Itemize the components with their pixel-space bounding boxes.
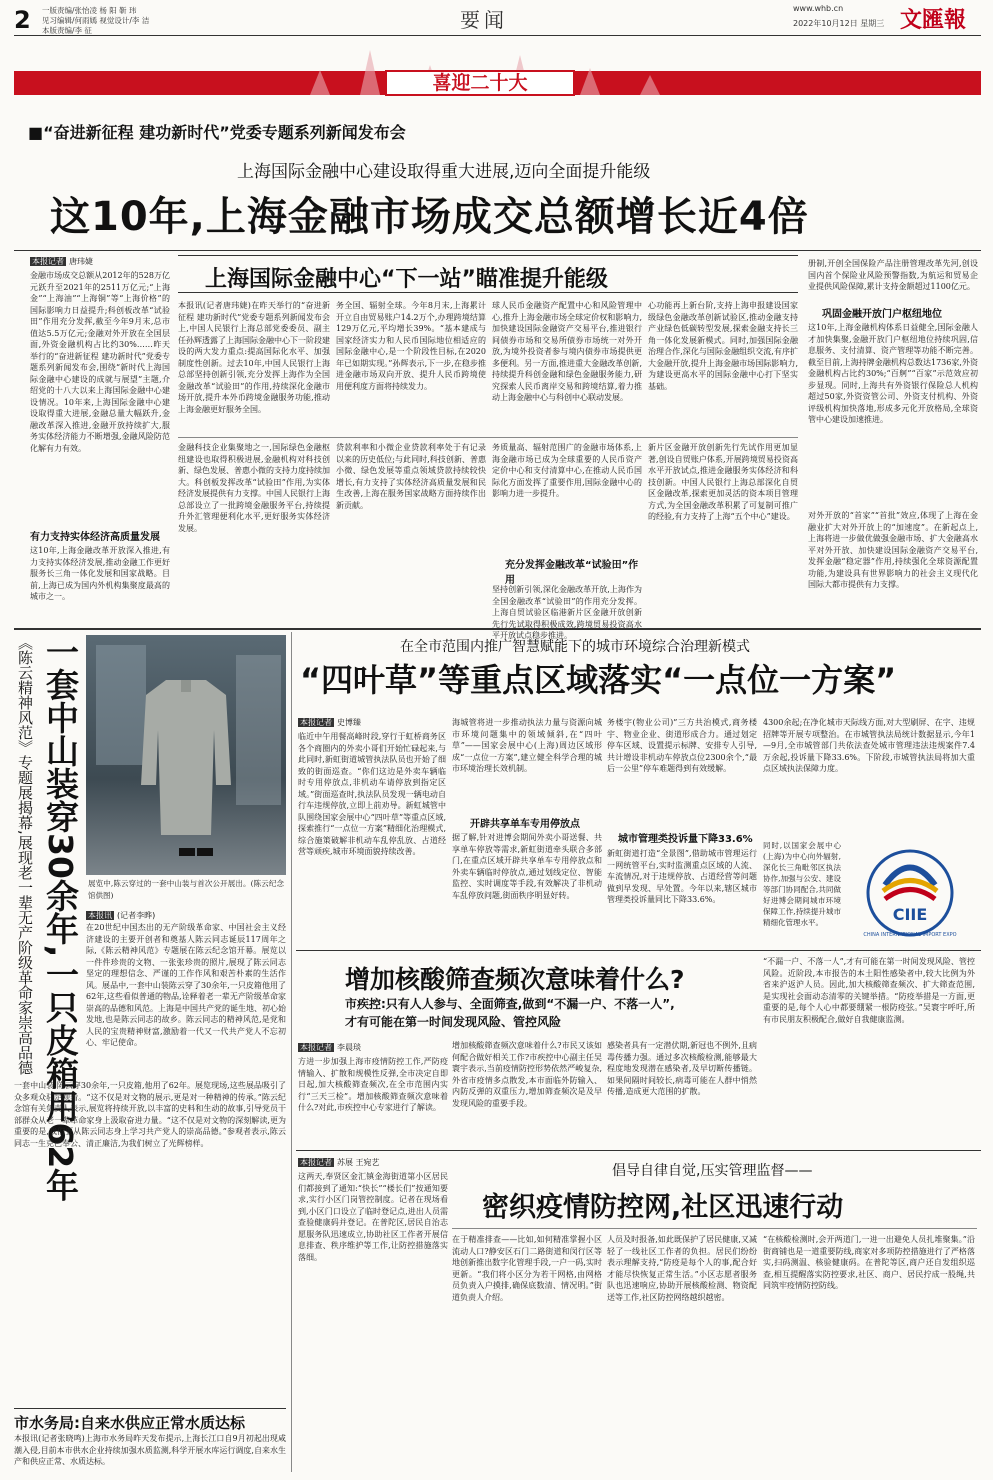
ciie-logo <box>845 845 975 940</box>
byline-tag: 本报记者 <box>300 718 332 727</box>
staff-credits <box>42 6 222 36</box>
lead-col-6: 册制,开创全国保险产品注册管理改革先河,创设国内首个保险业风险预警指数,为航运和贸易企业提供风险保障,累计支持金额超过1100亿元。 <box>808 259 978 291</box>
mid-subhead-1: 开辟共享单车专用停放点 <box>470 819 580 830</box>
brief-rule <box>14 1408 286 1409</box>
lead-col-9: 务质量高、辐射范围广的金融市场体系,上海金融市场已成为全球重要的人民币资产定价中心和支付清算中心,在推动人民币国际化方面发挥了重要作用,国际金融中心的影响力进一步提升。 <box>492 443 642 498</box>
mid-subhead-2: 城市管理类投诉量下降33.6% <box>618 834 753 845</box>
byline-name: 唐玮婕 <box>69 257 93 266</box>
masthead-logo: 文匯報 <box>900 7 967 33</box>
covid-byline <box>298 1042 361 1053</box>
lead-col-7: 金融科技企业集聚地之一,国际绿色金融枢纽建设也取得积极进展,金融机构对科技创新、绿色发展、普惠小微的支持力度持续加大。科创板发挥改革“试验田”作用,为实体经济发展提供有力支撑。中国人民银行上海总部设立了一批跨境金融服务平台,持续提升外汇管理便利化水平,更好服务实体经济发展。 <box>178 443 330 533</box>
lead-subhead-2: 巩固金融开放门户枢纽地位 <box>822 309 942 320</box>
covid-kicker-1: 市疾控:只有人人参与、全面筛查,做到“不漏一户、不落一人”, <box>345 997 675 1011</box>
staff-line: 见习编辑/何雨嫣 视觉设计/李 洁 <box>42 16 150 25</box>
lead-col-4: 球人民币金融资产配置中心和风险管理中心,推升上海金融市场全球定价权和影响力,加快建设国际金融资产交易平台,推进银行间债券市场和交易所债券市场统一对外开放,为境外投资者参与境内债券市场提供更多便利。另一方面,推进重大金融改革创新,持续提升科创金融和绿色金融服务能力,研究探索人民币离岸交易和跨境结算,着力推动上海金融中心与科创中心联动发展。 <box>492 301 642 402</box>
bottom-col-2: 在于精准排查——比如,如何精准掌握小区流动人口?静安区石门二路街道和闵行区等地创新推出数字化管理手段,一户一码,实时更新。“我们将小区分为若干网格,由网格员负责入户摸排,确保底数清、情况明。”街道负责人介绍。 <box>452 1235 602 1302</box>
svg-text:CIIE: CIIE <box>892 905 928 924</box>
lead-subhead-3: 充分发挥金融改革“试验田”作用 <box>505 560 639 586</box>
bottom-deck-rule <box>452 1228 977 1229</box>
lead-col-6b: 这10年,上海金融机构体系日益健全,国际金融人才加快集聚,金融开放门户枢纽地位持续巩固,信息服务、支付清算、资产管理等功能不断完善。截至目前,上海持牌金融机构总数达1736家,外资金融机构占比约30%;“百舸”“百家”示范效应初步显现。同时,上海共有外资银行保险总人机构超过50家,外资资管公司、外资支付机构、外资评级机构加快落地,形成多元化开放格局,全球资管中心建设加速推进。 <box>808 323 978 424</box>
section-rule-2 <box>296 950 981 951</box>
website: www.whb.cn <box>793 4 844 13</box>
ciie-emblem-icon <box>845 845 975 940</box>
bottom-byline <box>298 1157 380 1168</box>
bottom-kicker: 倡导自律自觉,压实管理监督—— <box>612 1163 813 1179</box>
bottom-col-4: “在核酸检测时,会开两道门,一进一出避免人员扎堆聚集。”沿街商铺也是一道重要防线,商家对多项防控措施进行了严格落实,扫码测温、核验健康码。在普陀等区,商户还自发组织巡查,相互提醒落实防控要求,社区、商户、居民拧成一股绳,共同筑牢疫情防控防线。 <box>763 1235 975 1290</box>
byline-name: 史博臻 <box>337 718 361 727</box>
vertical-body-1: 在20世纪中国杰出的无产阶级革命家、中国社会主义经济建设的主要开创者和奠基人陈云同志诞辰117周年之际,《陈云精神风范》专题展在陈云纪念馆开幕。展览以一件件珍贵的文物、一张张珍贵的照片,展现了陈云同志坚定的理想信念、严谨的工作作风和艰苦朴素的生活作风。展品中,一套中山装陈云穿了30余年,一只皮箱他用了62年,这些看似普通的物品,诠释着老一辈无产阶级革命家崇高的品德和风范。上海是中国共产党的诞生地、初心始发地,也是陈云同志的故乡。陈云同志的精神风范,是党和人民的宝贵精神财富,激励着一代又一代共产党人不忘初心、牢记使命。 <box>86 923 286 1047</box>
staff-line: 一版责编/张怡凌 杨 阳 靳 玮 <box>42 6 137 15</box>
vertical-headline: 一套中山装穿30余年,一只皮箱用62年 <box>41 635 80 1202</box>
covid-headline: 增加核酸筛查频次意味着什么? <box>345 965 685 994</box>
mid-col-1: 临近中午用餐高峰时段,穿行于虹桥商务区各个商圈内的外卖小哥们开始忙碌起来,与此同时,新虹街道城管执法队员也开始了细致的街面巡查。“你们这边是外卖车辆临时专用停放点,非机动车请停放到指定区域。”街面巡查时,执法队员发现一辆电动自行车违规停放,立即上前劝导。新虹城管中队围绕国家会展中心“四叶草”等重点区域,探索推行“一点位一方案”精细化治理模式,综合施策破解非机动车乱停乱放、占道经营等顽疾,城市环境面貌持续改善。 <box>298 732 446 856</box>
lead-col-11: 新片区金融开放创新先行先试作用更加显著,创设自贸账户体系,开展跨境贸易投资高水平开放试点,推进金融服务实体经济和科技创新。中国人民银行上海总部深化自贸区金融改革,探索更加灵活的资本项目管理方式,为全国金融改革积累了可复制可推广的经验,有力支持了上海“五个中心”建设。 <box>648 443 798 521</box>
lead-headline: 这10年,上海金融市场成交总额增长近4倍 <box>50 194 809 240</box>
byline-name: 李晨琰 <box>337 1043 361 1052</box>
mid-col-3: 务楼宇(物业公司)”三方共治模式,商务楼宇、物业企业、街道形成合力。通过划定停车区域、设置提示标牌、安排专人引导,共计增设非机动车停放点位2300余个,“最后一公里”停车难题得到有效缓解。 <box>607 718 757 773</box>
lead-col-2: 本报讯(记者唐玮婕)在昨天举行的“奋进新征程 建功新时代”党委专题系列新闻发布会上,中国人民银行上海总部党委委员、副主任孙辉透露了上海国际金融中心下一阶段建设的两大发力重点:提高国际化水平、加强制度性创新。过去10年,中国人民银行上海总部坚持创新引领,充分发挥上海作为全国金融改革“试验田”的作用,持续深化金融市场开放,提升本外币跨境金融服务功能,推动上海金融更好服务全国。 <box>178 301 330 414</box>
bottom-col-1: 这两天,奉贤区金汇镇金海街道第小区居民们都接到了通知:“快长”“楼长们”按通知要求,实行小区门岗管控制度。记者在现场看到,小区门口设立了临时登记点,进出人员需查验健康码并登记。在普陀区,居民自治志愿服务队迅速成立,协助社区工作者开展信息排查、秩序维护等工作,让防控措施落实落细。 <box>298 1172 448 1262</box>
mid-col-2b: 据了解,针对进博会期间外卖小哥送餐、共享单车停放等需求,新虹街道牵头联合多部门,在重点区域开辟共享单车专用停放点和外卖车辆临时停放点,通过划线定位、智能监控、实时调度等手段,有效解决了非机动车乱停放问题,街面秩序明显好转。 <box>452 833 602 900</box>
byline-tag: 本报讯 <box>88 911 112 920</box>
photo-caption: 展览中,陈云穿过的一套中山装与首次公开展出。(陈云纪念馆供图) <box>88 879 284 900</box>
lead-col-12: 对外开放的“首家”“首批”效应,体现了上海在金融业扩大对外开放上的“加速度”。在新起点上,上海将进一步做优做强金融市场、扩大金融高水平对外开放、加快建设国际金融资产交易平台,发挥金融“稳定器”作用,持续强化全球资源配置功能,为建设具有世界影响力的社会主义现代化国际大都市提供有力支撑。 <box>808 511 978 589</box>
lead-kicker: 上海国际金融中心建设取得重大进展,迈向全面提升能级 <box>237 162 651 182</box>
byline-tag: 本报记者 <box>32 257 64 266</box>
mid-kicker: 在全市范围内推广智慧赋能下的城市环境综合治理新模式 <box>400 639 750 655</box>
bottom-headline: 密织疫情防控网,社区迅速行动 <box>482 1192 844 1223</box>
section-rule-3 <box>296 1150 981 1151</box>
lead-rule <box>14 250 981 251</box>
banner-title: 喜迎二十大 <box>385 70 575 96</box>
byline-name: (记者李晔) <box>117 911 156 920</box>
brief-text: 本报讯(记者张晓鸣)上海市水务局昨天发布提示,上海长江口自9月初起出现咸潮入侵,目前本市供水企业持续加强水质监测,科学开展水库运行调度,自来水生产和供应正常、水质达标。 <box>14 1434 286 1466</box>
byline-tag: 本报记者 <box>300 1043 332 1052</box>
covid-col-1: 方进一步加强上海市疫情防控工作,严防疫情输入、扩散和规模性反弹,全市决定自即日起,加大核酸筛查频次,在全市范围内实行“三天三检”。增加核酸筛查频次意味着什么?对此,市疾控中心专家进行了解读。 <box>298 1057 448 1112</box>
covid-col-4: “不漏一户、不落一人”,才有可能在第一时间发现风险、管控风险。近阶段,本市报告的本土阳性感染者中,较大比例为外省来沪返沪人员。因此,加大核酸筛查频次、扩大筛查范围,是实现社会面动态清零的关键举措。“防疫举措是一方面,更重要的是,每个人心中都要绷紧一根防疫弦。”吴寰宇呼吁,所有市民朋友积极配合,做好自我健康监测。 <box>763 957 975 1024</box>
lead-col-1b: 这10年,上海金融改革开放深入推进,有力支持实体经济发展,推动金融工作更好服务长三角一体化发展和国家战略。目前,上海已成为国内外机构集聚度最高的城市之一。 <box>30 546 170 601</box>
mid-col-2: 海城管将进一步推动执法力量与资源向城市环境问题集中的领域倾斜,在“四叶草”——国家会展中心(上海)周边区域形成“一点位一方案”,建立健全科学合理的城市环境治理长效机制。 <box>452 718 602 773</box>
mid-headline: “四叶草”等重点区域落实“一点位一方案” <box>300 661 897 699</box>
covid-kicker-2: 才有可能在第一时间发现风险、管控风险 <box>345 1015 562 1029</box>
vertical-byline <box>86 910 155 921</box>
lead-col-5: 心功能再上新台阶,支持上海申报建设国家级绿色金融改革创新试验区,推动金融支持产业绿色低碳转型发展,探索金融支持长三角一体化发展新模式。同时,加强国际金融治理合作,深化与国际金融组织交流,有序扩大金融开放,提升上海金融市场国际影响力,为建设更高水平的国际金融中心打下坚实基础。 <box>648 301 798 391</box>
mid-col-4b: 同时,以国家会展中心(上海)为中心向外辐射,深化长三角毗邻区执法协作,加强与公安、建设等部门协同配合,共同做好进博会期间城市环境保障工作,持续提升城市精细化管理水平。 <box>763 841 841 927</box>
lead-deck: 上海国际金融中心“下一站”瞄准提升能级 <box>205 267 608 292</box>
byline-name: 苏展 王宛艺 <box>337 1158 380 1167</box>
lead-col-8: 贷款利率和小微企业贷款利率处于有记录以来的历史低位;与此同时,科技创新、普惠小微、绿色发展等重点领域贷款持续较快增长,有力支持了实体经济高质量发展和民生改善,上海在服务国家战略方面持续作出新贡献。 <box>336 443 486 510</box>
vertical-kicker: 《陈云精神风范》专题展揭幕,展现老一辈无产阶级革命家崇高品德 <box>16 635 34 1075</box>
lead-byline <box>30 256 93 267</box>
mid-col-4: 4300余起;在净化城市天际线方面,对大型刷屏、在字、违规招牌等开展专项整治。在市城管执法局统计数据显示,今年1—9月,全市城管部门共依法查处城市管理违法违规案件7.4万余起,投诉量下降33.6%。下阶段,市城管执法局将加大重点区域执法保障力度。 <box>763 718 975 773</box>
suit-illustration <box>86 635 286 875</box>
brief-title: 市水务局:自来水供应正常水质达标 <box>14 1414 246 1432</box>
series-title: ■“奋进新征程 建功新时代”党委专题系列新闻发布会 <box>28 123 406 142</box>
mid-col-3b: 新虹街道打造“全景图”,借助城市管理运行一网统管平台,实时监测重点区域的人流、车流情况,对于违规停放、占道经营等问题做到早发现、早处置。今年以来,辖区城市管理类投诉量同比下降33.6%。 <box>607 849 757 904</box>
vertical-divider <box>291 632 292 1472</box>
issue-date: 2022年10月12日 星期三 <box>793 19 885 28</box>
mid-byline <box>298 717 361 728</box>
staff-line: 本版责编/李 征 <box>42 26 92 35</box>
lead-subhead-1: 有力支持实体经济高质量发展 <box>30 532 160 543</box>
exhibit-photo <box>86 635 286 875</box>
ciie-logo-caption: CHINA INTERNATIONAL IMPORT EXPO <box>863 932 957 938</box>
lead-col-1: 金融市场成交总额从2012年的528万亿元跃升至2021年的2511万亿元;“上海金”“上海油”“上海铜”等“上海价格”的国际影响力日益提升;科创板改革“试验田”作用充分发挥,截至今年9月末,总市值达5.5万亿元;金融对外开放在全国层面,外资金融机构占比约30%……昨天举行的“奋进新征程 建功新时代”党委专题系列新闻发布会,围绕“新时代上海国际金融中心建设的成就与展望”主题,介绍党的十八大以来上海国际金融中心建设情况。10年来,上海国际金融中心建设取得重大进展,金融总量大幅跃升,金融改革深入推进,金融开放持续扩大,服务实体经济能力不断增强,金融风险防范化解有力有效。 <box>30 271 170 453</box>
covid-col-2: 增加核酸筛查频次意味着什么?市民又该如何配合做好相关工作?市疾控中心副主任吴寰宇表示,当前疫情防控形势依然严峻复杂,外省市疫情多点散发,本市面临外防输入、内防反弹的双重压力,增加筛查频次是及早发现风险的重要手段。 <box>452 1041 602 1108</box>
lead-col-10: 坚持创新引领,深化金融改革开放,上海作为全国金融改革“试验田”的作用充分发挥。上海自贸试验区临港新片区金融开放创新先行先试取得积极成效,跨境贸易投资高水平开放试点稳步推进。 <box>492 585 642 640</box>
lead-col-3: 务全国、辐射全球。今年8月末,上海累计开立自由贸易账户14.2万个,办理跨境结算129万亿元,平均增长39%。“基本建成与国家经济实力和人民币国际地位相适应的国际金融中心,是一个阶段性目标,在2020年已如期实现。”孙辉表示,下一步,在稳步推进金融市场双向开放、提升人民币跨境使用便利度方面将持续发力。 <box>336 301 486 391</box>
byline-tag: 本报记者 <box>300 1158 332 1167</box>
page-number: 2 <box>14 6 31 34</box>
vertical-body-2: 一套中山装,陈云穿30余年,一只皮箱,他用了62年。展览现场,这些展品吸引了众多观众驻足观看。“这不仅是对文物的展示,更是对一种精神的传承。”陈云纪念馆有关负责人表示,展览将持续开放,以丰富的史料和生动的故事,引导党员干部群众从老一辈革命家身上汲取奋进力量。“这不仅是对文物的深刻解读,更为重要的是,我们要从陈云同志身上学习共产党人的崇高品德。”参观者表示,陈云同志一生克己奉公、清正廉洁,为我们树立了光辉榜样。 <box>14 1081 286 1148</box>
section-title: 要闻 <box>460 8 508 32</box>
covid-col-3: 感染者具有一定潜伏期,新冠也不例外,且病毒传播力强。通过多次核酸检测,能够最大程度地发现潜在感染者,及早切断传播链。如果间隔时间较长,病毒可能在人群中悄然传播,造成更大范围的扩散。 <box>607 1041 757 1096</box>
section-rule-1 <box>14 628 981 630</box>
header-rule <box>14 35 981 36</box>
lead-inner-rule <box>178 437 798 438</box>
bottom-col-3: 人员及时报备,如此既保护了居民健康,又减轻了一线社区工作者的负担。居民们纷纷表示理解支持,“防疫是每个人的事,配合好才能尽快恢复正常生活。”小区志愿者服务队也迅速响应,协助开展核酸检测、物资配送等工作,社区防控网络越织越密。 <box>607 1235 757 1302</box>
